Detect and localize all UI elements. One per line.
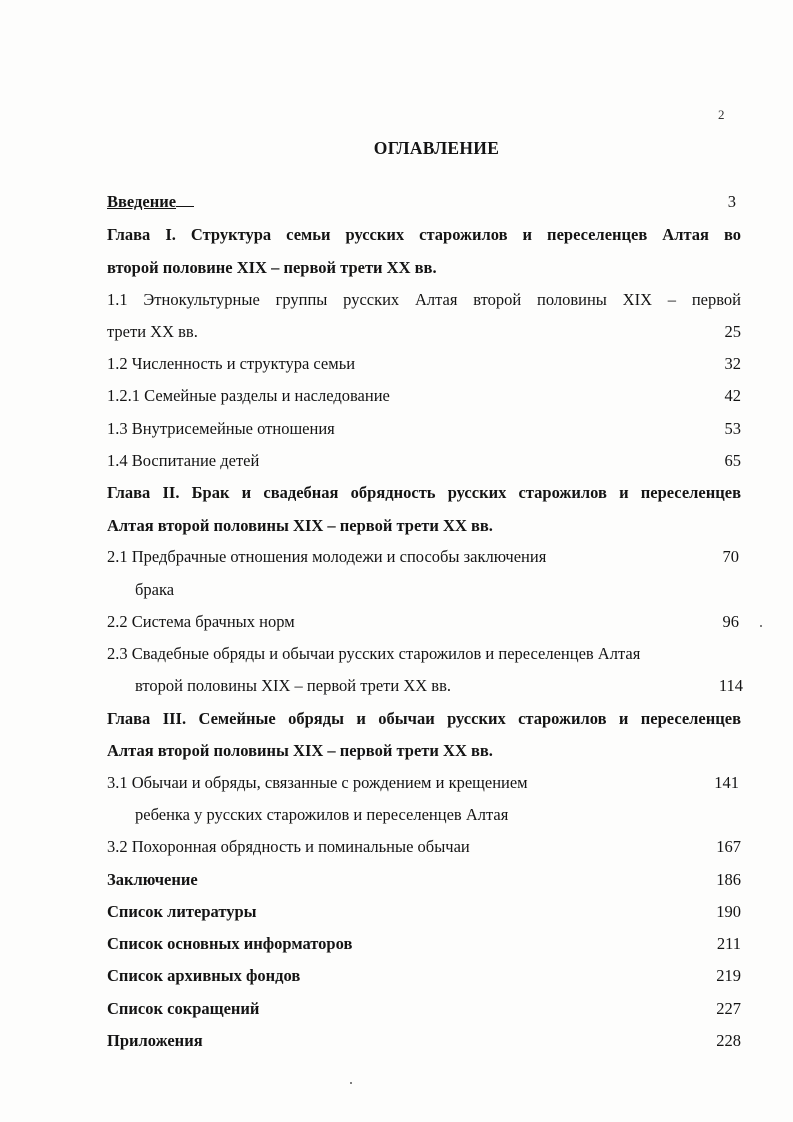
toc-section-2-2-page: 96 bbox=[722, 612, 739, 631]
toc-entry-archives[interactable] bbox=[107, 965, 741, 987]
toc-entry-literature-page: 190 bbox=[716, 902, 741, 921]
toc-entry-intro-label: Введение bbox=[107, 192, 177, 211]
toc-section-1-2-1-page: 42 bbox=[724, 386, 741, 405]
toc-entry-archives-page: 219 bbox=[716, 966, 741, 985]
toc-section-1-2-page: 32 bbox=[724, 354, 741, 373]
scan-speck bbox=[350, 1082, 352, 1084]
toc-section-3-1-line-2[interactable]: ребенка у русских старожилов и переселенцев Алтая bbox=[135, 805, 509, 824]
scan-speck bbox=[760, 625, 762, 627]
toc-section-3-2-label: 3.2 Похоронная обрядность и поминальные обычаи bbox=[107, 837, 470, 856]
toc-section-2-2-label: 2.2 Система брачных норм bbox=[107, 612, 295, 631]
toc-entry-conclusion-page: 186 bbox=[716, 870, 741, 889]
toc-entry-archives-label: Список архивных фондов bbox=[107, 966, 301, 985]
toc-entry-conclusion-label: Заключение bbox=[107, 870, 198, 889]
toc-section-1-2-1[interactable] bbox=[107, 385, 741, 407]
toc-section-1-1-line-1[interactable]: 1.1 Этнокультурные группы русских Алтая второй половины XIX – первой bbox=[107, 290, 741, 309]
toc-entry-appendices-page: 228 bbox=[716, 1031, 741, 1050]
toc-chapter-1-line-1[interactable]: Глава I. Структура семьи русских старожилов и переселенцев Алтая во bbox=[107, 225, 741, 244]
toc-section-1-1[interactable] bbox=[107, 321, 741, 343]
toc-chapter-1-line-2[interactable]: второй половине XIX – первой трети XX вв. bbox=[107, 258, 437, 277]
underline-gap bbox=[176, 192, 194, 207]
toc-entry-abbreviations-label: Список сокращений bbox=[107, 999, 260, 1018]
toc-section-2-3[interactable] bbox=[135, 675, 741, 697]
toc-section-1-2-1-label: 1.2.1 Семейные разделы и наследование bbox=[107, 386, 390, 405]
toc-title: ОГЛАВЛЕНИЕ bbox=[373, 138, 500, 158]
toc-entry-appendices-label: Приложения bbox=[107, 1031, 203, 1050]
toc-entry-intro[interactable] bbox=[107, 191, 741, 213]
toc-chapter-2-line-2[interactable]: Алтая второй половины XIX – первой трети XX вв. bbox=[107, 516, 493, 535]
toc-section-3-2-page: 167 bbox=[716, 837, 741, 856]
toc-section-1-3-page: 53 bbox=[724, 419, 741, 438]
toc-section-2-1-page: 70 bbox=[722, 547, 739, 566]
toc-entry-informants[interactable] bbox=[107, 933, 741, 955]
toc-section-1-4-page: 65 bbox=[724, 451, 741, 470]
toc-section-3-2[interactable] bbox=[107, 836, 741, 858]
toc-section-3-1-line-1: 3.1 Обычаи и обряды, связанные с рождением и крещением bbox=[107, 773, 528, 792]
toc-chapter-3-line-2[interactable]: Алтая второй половины XIX – первой трети XX вв. bbox=[107, 741, 493, 760]
toc-entry-abbreviations[interactable] bbox=[107, 998, 741, 1020]
toc-section-1-2[interactable] bbox=[107, 353, 741, 375]
toc-entry-literature-label: Список литературы bbox=[107, 902, 257, 921]
toc-section-1-3-label: 1.3 Внутрисемейные отношения bbox=[107, 419, 335, 438]
toc-section-3-1-page: 141 bbox=[714, 773, 739, 792]
toc-section-1-3[interactable] bbox=[107, 418, 741, 440]
toc-section-2-1-line-2[interactable]: брака bbox=[135, 580, 175, 599]
toc-section-1-1-line-2: трети XX вв. bbox=[107, 322, 198, 341]
toc-entry-conclusion[interactable] bbox=[107, 869, 741, 891]
toc-section-2-1-line-1: 2.1 Предбрачные отношения молодежи и способы заключения bbox=[107, 547, 547, 566]
toc-entry-informants-label: Список основных информаторов bbox=[107, 934, 353, 953]
toc-chapter-3-line-1[interactable]: Глава III. Семейные обряды и обычаи русских старожилов и переселенцев bbox=[107, 709, 741, 728]
page-number: 2 bbox=[718, 107, 725, 122]
toc-section-1-1-page: 25 bbox=[724, 322, 741, 341]
toc-section-3-1[interactable] bbox=[107, 772, 741, 794]
toc-section-1-4-label: 1.4 Воспитание детей bbox=[107, 451, 260, 470]
toc-entry-abbreviations-page: 227 bbox=[716, 999, 741, 1018]
toc-section-2-1[interactable] bbox=[107, 546, 741, 568]
toc-section-1-2-label: 1.2 Численность и структура семьи bbox=[107, 354, 356, 373]
toc-section-2-3-page: 114 bbox=[718, 676, 743, 695]
toc-entry-literature[interactable] bbox=[107, 901, 741, 923]
toc-entry-informants-page: 211 bbox=[716, 934, 741, 953]
toc-entry-appendices[interactable] bbox=[107, 1030, 741, 1052]
toc-section-2-3-line-1[interactable]: 2.3 Свадебные обряды и обычаи русских старожилов и переселенцев Алтая bbox=[107, 644, 641, 663]
toc-section-2-2[interactable] bbox=[107, 611, 741, 633]
toc-entry-intro-page: 3 bbox=[727, 192, 736, 211]
toc-section-2-3-line-2: второй половины XIX – первой трети XX вв. bbox=[135, 676, 452, 695]
toc-chapter-2-line-1[interactable]: Глава II. Брак и свадебная обрядность русских старожилов и переселенцев bbox=[107, 483, 741, 502]
toc-section-1-4[interactable] bbox=[107, 450, 741, 472]
